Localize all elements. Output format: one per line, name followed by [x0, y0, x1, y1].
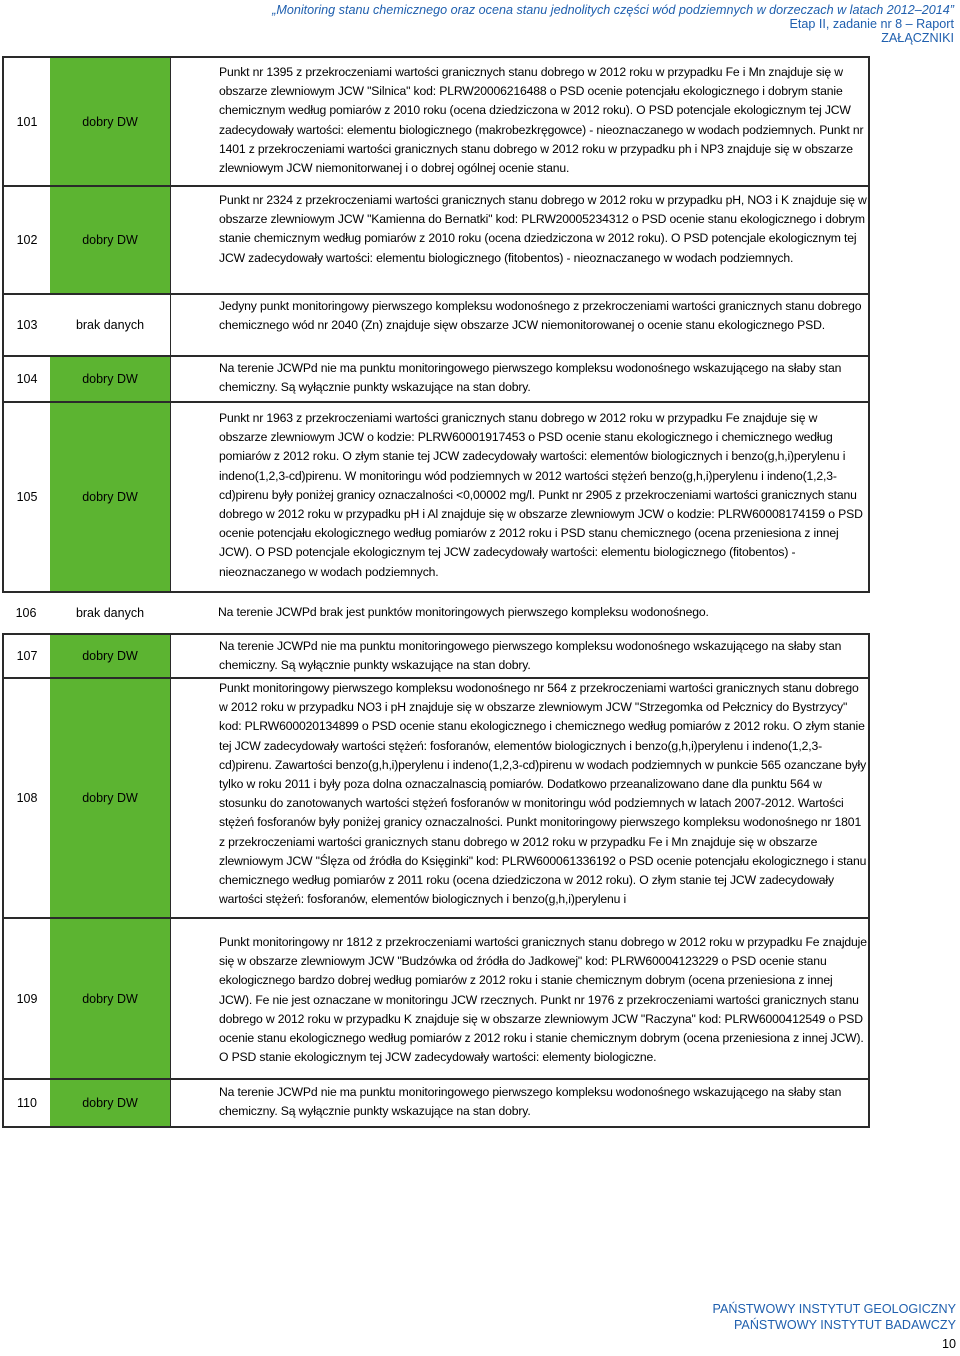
row-number: 103: [2, 295, 50, 355]
description-cell: Jedyny punkt monitoringowy pierwszego kompleksu wodonośnego z przekroczeniami wartości granicznych stanu dobrego chemicznego wód nr 2040 (Zn) znajduje sięw obszarze JCW niemonitorowanej o ocenie stanu ekologicznego PSD.: [170, 295, 870, 355]
table-row: [2, 919, 870, 1080]
table-row: [2, 633, 870, 679]
status-cell: brak danych: [50, 593, 170, 633]
table-row: [2, 187, 870, 295]
description-cell: Na terenie JCWPd nie ma punktu monitoringowego pierwszego kompleksu wodonośnego wskazującego na słaby stan chemiczny. Są wyłącznie punkty wskazujące na stan dobry.: [170, 357, 870, 401]
row-number: 106: [15, 606, 37, 620]
status-cell: dobry DW: [50, 357, 170, 401]
status-cell: dobry DW: [50, 58, 170, 185]
row-number: 108: [2, 679, 50, 917]
description-cell: Punkt nr 1395 z przekroczeniami wartości granicznych stanu dobrego w 2012 roku w przypadku Fe i Mn znajduje się w obszarze zlewniowym JCW "Silnica" kod: PLRW20006216488 o PSD ocenie potencjału ekologicznego i dobrym stanie chemicznym według pomiarów z 2010 roku (ocena dziedziczona w 2012 roku). O PSD potencjale ekologicznym tej JCW zadecydowały wartości: elementu biologicznego (makrobezkręgowce) - nieoznaczanego w wodach podziemnych. Punkt nr 1401 z przekroczeniami wartości granicznych stanu dobrego w 2012 roku w przypadku ph i NP3 znajduje się w obszarze zlewniowym JCW niemonitorwanej i o dobrej ogólnej ocenie stanu.: [170, 58, 870, 187]
description-cell: Punkt nr 1963 z przekroczeniami wartości granicznych stanu dobrego w 2012 roku w przypadku Fe znajduje się w obszarze zlewniowym JCW o kodzie: PLRW60001917453 o PSD ocenie stanu ekologicznego i chemicznego według pomiarów z 2012 roku. O złym stanie tej JCW zadecydowały wartości: elementów biologicznych i benzo(g,h,i)perylenu i indeno(1,2,3-cd)pirenu. W monitoringu wód podziemnych w 2012 wartości stężeń benzo(g,h,i)perylenu i indeno(1,2,3-cd)pirenu były poniżej granicy oznaczalności <0,00002 mg/l. Punkt nr 2905 z przekroczeniami wartości granicznych stanu dobrego w 2012 roku w przypadku pH i Al znajduje się w obszarze zlewniowym JCW o kodzie: PLRW60008174159 o PSD ocenie potencjału ekologicznego według pomiarów z 2012 roku i PSD stanu chemicznego (ocena przeniesiona z innej JCW). O PSD potencjale ekologicznym tej JCW zadecydowały wartości: elementu biologicznego (fitobentos) - nieoznaczanego w wodach podziemnych.: [170, 403, 870, 591]
description-cell: Punkt monitoringowy pierwszego kompleksu wodonośnego nr 564 z przekroczeniami wartości granicznych stanu dobrego w 2012 roku w przypadku NO3 i pH znajduje się w obszarze zlewniowym JCW "Strzegomka od Pełcznicy do Bystrzycy" kod: PLRW600020134899 o PSD ocenie stanu ekologicznego i chemicznego według pomiarów z 2012 roku. O złym stanie tej JCW zadecydowały wartości stężeń: fosforanów, elementów biologicznych i benzo(g,h,i)perylenu i indeno(1,2,3-cd)pirenu. Zawartości benzo(g,h,i)perylenu i indeno(1,2,3-cd)pirenu w wodach podziemnych w punkcie 565 ozanczane były tylko w roku 2011 i były poza dolna oznaczalnascią pomiarów. Dodatkowo przeanalizowano dane dla punktu 564 w stosunku do zanotowanych wartości stężeń fosforanów w monitoringu wód podziemnych w latach 2007-2012. Wartości stężeń fosforanów były poniżej granicy oznaczalności. Punkt monitoringowy pierwszego kompleksu wodonośnego nr 1801 z przekroczeniami wartości granicznych stanu dobrego w 2012 roku w przypadku Fe i Mn znajduje się w obszarze zlewniowym JCW "Ślęza od źródła do Księginki" kod: PLRW600061336192 o PSD ocenie potencjału ekologicznego i stanu chemicznego według pomiarów z 2011 roku (ocena dziedziczona w 2012 roku). O złym stanie tej JCW zadecydowały wartości stężeń: fosforanów, elementów biologicznych i benzo(g,h,i)perylenu i: [170, 679, 870, 917]
row-number: 104: [2, 357, 50, 401]
description-cell: Punkt nr 2324 z przekroczeniami wartości granicznych stanu dobrego w 2012 roku w przypadku pH, NO3 i K znajduje się w obszarze zlewniowym JCW "Kamienna do Bernatki" kod: PLRW20005234312 o PSD ocenie stanu ekologicznego i dobrym stanie chemicznym według pomiarów z 2010 roku (ocena dziedziczona w 2012 roku). O PSD potencjale ekologicznym tej JCW zadecydowały wartości: elementu biologicznego (fitobentos) - nieoznaczanego w wodach podziemnych.: [170, 187, 870, 293]
table-row: [2, 56, 870, 187]
status-cell: dobry DW: [50, 635, 170, 677]
institute-subtitle: PAŃSTWOWY INSTYTUT BADAWCZY: [733, 1318, 956, 1332]
description-cell: Na terenie JCWPd nie ma punktu monitoringowego pierwszego kompleksu wodonośnego wskazującego na słaby stan chemiczny. Są wyłącznie punkty wskazujące na stan dobry.: [170, 635, 870, 679]
table-row: [2, 357, 870, 403]
table-row: [2, 1080, 870, 1128]
page-number: 10: [941, 1337, 956, 1351]
row-number: 107: [2, 635, 50, 677]
report-stage: Etap II, zadanie nr 8 – Raport: [789, 17, 954, 31]
description-cell: Punkt monitoringowy nr 1812 z przekroczeniami wartości granicznych stanu dobrego w 2012 roku w przypadku Fe znajduje się w obszarze zlewniowym JCW "Budzówka od źródła do Jadkowej" kod: PLRW60004123229 o PSD ocenie stanu ekologicznego bardzo dobrej według pomiarów z 2012 roku i stanie chemicznym dobrym (ocena przeniesiona z innej JCW). Fe nie jest oznaczane w monitoringu JCW rzecznych. Punkt nr 1976 z przekroczeniami wartości granicznych stanu dobrego w 2012 roku w przypadku K znajduje się w obszarze zlewniowym JCW "Raczyna" kod: PLRW6000412549 o PSD ocenie stanu ekologicznego według pomiarów z 2012 roku i stanie chemicznym dobrym (ocena przeniesiona z innej JCW). O PSD stanie ekologicznym tej JCW zadecydowały wartości: elementy biologiczne.: [170, 919, 870, 1078]
description-cell: Na terenie JCWPd nie ma punktu monitoringowego pierwszego kompleksu wodonośnego wskazującego na słaby stan chemiczny. Są wyłącznie punkty wskazujące na stan dobry.: [170, 1080, 870, 1126]
table-row: [2, 403, 870, 593]
description-cell: Na terenie JCWPd brak jest punktów monitoringowych pierwszego kompleksu wodonośnego.: [218, 605, 709, 619]
row-number: 102: [2, 187, 50, 293]
row-number: 105: [2, 403, 50, 591]
status-cell: dobry DW: [50, 1080, 170, 1126]
report-title: „Monitoring stanu chemicznego oraz ocena stanu jednolitych części wód podziemnych w dorzeczach w latach 2012–2014”: [272, 3, 954, 17]
row-number: 101: [2, 58, 50, 185]
institute-name: PAŃSTWOWY INSTYTUT GEOLOGICZNY: [712, 1302, 956, 1316]
status-cell: brak danych: [50, 295, 170, 355]
jcwpd-table: [2, 56, 870, 1128]
table-row: [2, 679, 870, 919]
status-cell: dobry DW: [50, 403, 170, 591]
table-row: [2, 593, 870, 633]
report-section: ZAŁĄCZNIKI: [881, 31, 954, 45]
row-number: 109: [2, 919, 50, 1078]
status-cell: dobry DW: [50, 679, 170, 917]
status-cell: dobry DW: [50, 187, 170, 293]
row-number: 110: [2, 1080, 50, 1126]
table-row: [2, 295, 870, 357]
status-cell: dobry DW: [50, 919, 170, 1078]
